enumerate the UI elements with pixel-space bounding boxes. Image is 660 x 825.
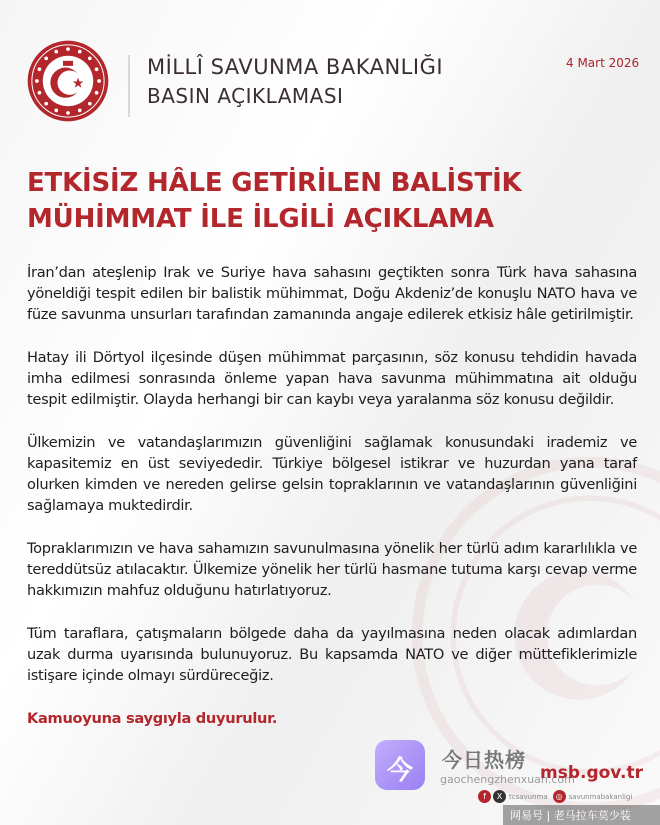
paragraph-2: Hatay ili Dörtyol ilçesinde düşen mühimmat parçasının, söz konusu tehdidin havada imha edilmesi sonrasında önleme yapan hava savunma mühimmatına ait olduğu tespit edilmiştir. Olayda herhangi bir can kaybı veya yaralanma söz konusu değildir. — [27, 349, 637, 408]
release-date: 4 Mart 2026 — [566, 56, 640, 70]
watermark-app-icon — [375, 740, 425, 790]
ministry-seal-icon — [26, 39, 110, 123]
facebook-icon[interactable]: f — [478, 790, 491, 803]
closing-line: Kamuoyuna saygıyla duyurulur. — [27, 710, 278, 727]
watermark-title: 今日热榜 — [442, 748, 526, 772]
paragraph-1: İran’dan ateşlenip Irak ve Suriye hava sahasını geçtikten sonra Türk hava sahasına yöneldiği tespit edilen bir balistik mühimmat, Doğu Akdeniz’de konuşlu NATO hava ve füze savunma unsurları tarafından zamanında angaje edilerek etkisiz hâle getirilmiştir. — [27, 264, 637, 323]
paragraph-3: Ülkemizin ve vatandaşlarımızın güvenliğini sağlamak konusundaki irademiz ve kapasitemiz en üst seviyededir. Türkiye bölgesel istikrar ve huzurdan yana taraf olurken kimden ve nereden gelirse gelsin topraklarının ve vatandaşlarının güvenliğini sağlamaya muktedirdir. — [27, 434, 637, 514]
watermark-url: gaochengzhenxuan.com — [440, 773, 575, 786]
news-app-watermark — [360, 726, 575, 792]
source-strip-text: 网易号 | 老马拉车莫少装 — [510, 809, 631, 822]
ministry-name: MİLLÎ SAVUNMA BAKANLIĞI — [147, 55, 444, 79]
social-handle-1[interactable]: tcsavunma — [509, 792, 548, 801]
statement-body — [27, 262, 637, 729]
instagram-icon[interactable]: ◎ — [553, 790, 566, 803]
watermark-glyph: 今 — [386, 756, 413, 786]
document-type: BASIN AÇIKLAMASI — [147, 84, 344, 108]
paragraph-5: Tüm taraflara, çatışmaların bölgede daha da yayılmasına neden olacak adımlardan uzak durma uyarısında bulunuyoruz. Bu kapsamda NATO ve diğer müttefiklerimizle istişare içinde olmayı sürdüreceğiz. — [27, 625, 637, 684]
title-line-2: MÜHİMMAT İLE İLGİLİ AÇIKLAMA — [27, 204, 494, 234]
x-icon[interactable]: X — [493, 790, 506, 803]
statement-title — [27, 165, 627, 237]
title-line-1: ETKİSİZ HÂLE GETİRİLEN BALİSTİK — [27, 168, 522, 198]
paragraph-4: Topraklarımızın ve hava sahamızın savunulmasına yönelik her türlü adım kararlılıkla ve tereddütsüz atılacaktır. Ülkemize yönelik her türlü hasmane tutuma karşı cevap verme hakkımızın mahfuz olduğunu hatırlatıyoruz. — [27, 540, 637, 599]
letterhead — [0, 0, 660, 130]
header-divider — [128, 55, 130, 117]
social-links — [478, 790, 637, 803]
social-handle-2[interactable]: savunmabakanligi — [568, 792, 633, 801]
website-link[interactable]: msb.gov.tr — [540, 763, 643, 783]
